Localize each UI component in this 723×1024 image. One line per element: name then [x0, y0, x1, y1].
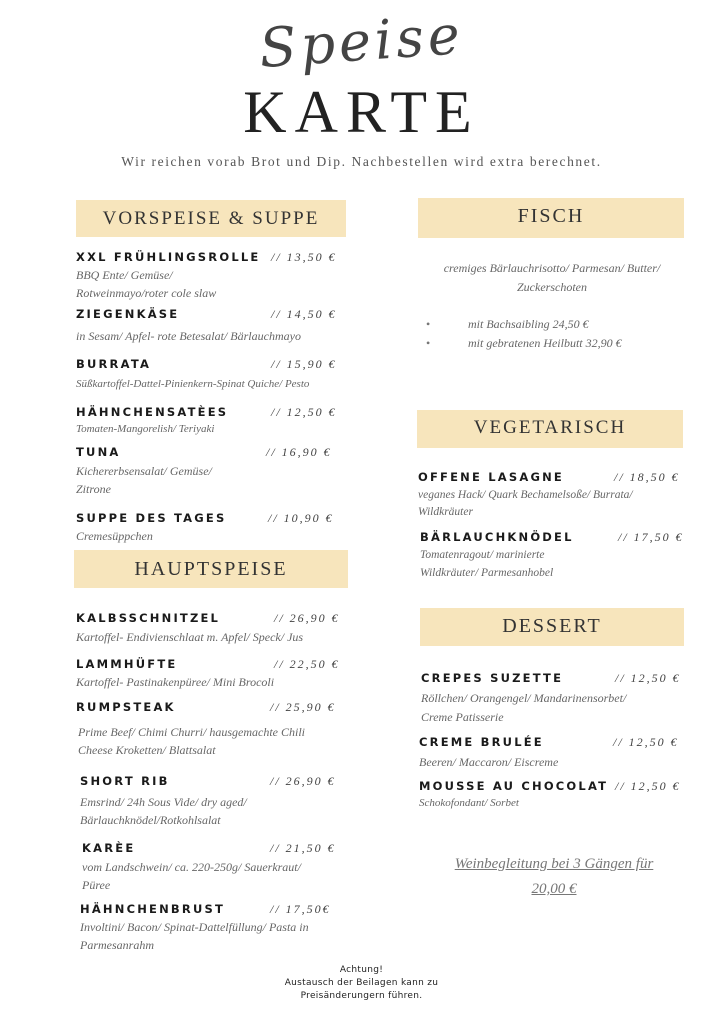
note-line: Achtung! [339, 965, 384, 975]
wine-pairing [430, 852, 678, 902]
item-desc: Püree [82, 878, 111, 892]
script-title: Speise [257, 2, 466, 81]
item-name: SHORT RIB [80, 774, 170, 788]
item-price: // 21,50 € [270, 841, 336, 855]
item-name: OFFENE LASAGNE [418, 470, 564, 484]
item-name: HÄHNCHENSATÈES [76, 405, 229, 419]
item-price: // 12,50 € [615, 671, 681, 685]
item-desc: Bärlauchknödel/Rotkohlsalat [80, 813, 221, 827]
item-name: MOUSSE AU CHOCOLAT [419, 779, 609, 793]
item-desc: Beeren/ Maccaron/ Eiscreme [419, 755, 559, 769]
section-title: VORSPEISE & SUPPE [102, 208, 320, 229]
item-name: CREME BRULÉE [419, 735, 544, 749]
item-price: // 10,90 € [268, 511, 334, 525]
item-name: ZIEGENKÄSE [76, 307, 180, 321]
desc-line: Zuckerschoten [517, 280, 587, 294]
item-desc: Schokofondant/ Sorbet [419, 797, 519, 809]
item-price: // 16,90 € [266, 445, 332, 459]
item-name: KALBSSCHNITZEL [76, 611, 221, 625]
item-name: XXL FRÜHLINGSROLLE [76, 250, 261, 264]
item-price: // 25,90 € [270, 700, 336, 714]
section-title: HAUPTSPEISE [134, 558, 288, 580]
fisch-description [418, 259, 686, 297]
item-price: // 22,50 € [274, 657, 340, 671]
item-name: BURRATA [76, 357, 152, 371]
section-banner-vorspeise [76, 200, 346, 237]
item-name: SUPPE DES TAGES [76, 511, 227, 525]
item-desc: Cremesüppchen [76, 529, 153, 543]
footer-note [0, 964, 723, 1003]
item-price: // 12,50 € [271, 405, 337, 419]
desc-line: cremiges Bärlauchrisotto/ Parmesan/ Butter/ [443, 261, 661, 275]
item-price: // 12,50 € [613, 735, 679, 749]
item-price: // 17,50€ [270, 902, 331, 916]
item-desc: BBQ Ente/ Gemüse/ [76, 268, 173, 282]
item-name: TUNA [76, 445, 121, 459]
item-price: // 26,90 € [274, 611, 340, 625]
item-desc: Cheese Kroketten/ Blattsalat [78, 743, 216, 757]
item-desc: in Sesam/ Apfel- rote Betesalat/ Bärlauchmayo [76, 329, 301, 343]
item-price: // 12,50 € [615, 779, 681, 793]
list-item: • mit Bachsaibling 24,50 € [420, 317, 680, 336]
item-price: // 15,90 € [271, 357, 337, 371]
item-desc: Emsrind/ 24h Sous Vide/ dry aged/ [80, 795, 247, 809]
item-name: HÄHNCHENBRUST [80, 902, 226, 916]
item-desc: Involtini/ Bacon/ Spinat-Dattelfüllung/ Pasta in [80, 920, 309, 934]
item-desc: vom Landschwein/ ca. 220-250g/ Sauerkraut/ [82, 860, 301, 874]
item-desc: Wildkräuter/ Parmesanhobel [420, 567, 554, 579]
list-item: • mit gebratenen Heilbutt 32,90 € [420, 336, 680, 355]
intro-text: Wir reichen vorab Brot und Dip. Nachbestellen wird extra berechnet. [121, 154, 602, 169]
section-banner-fisch [418, 198, 684, 238]
item-price: // 13,50 € [271, 250, 337, 264]
item-desc: Tomaten-Mangorelish/ Teriyaki [76, 423, 215, 435]
section-banner-dessert [420, 608, 684, 646]
item-desc: Tomatenragout/ marinierte [420, 549, 545, 561]
section-banner-vegetarisch [417, 410, 683, 448]
item-price: // 17,50 € [618, 530, 684, 544]
main-title: KARTE [243, 79, 480, 145]
wine-price: 20,00 € [531, 881, 577, 897]
item-name: LAMMHÜFTE [76, 657, 178, 671]
item-desc: Creme Patisserie [421, 710, 504, 724]
wine-line: Weinbegleitung bei 3 Gängen für [454, 856, 654, 872]
item-desc: veganes Hack/ Quark Bechamelsoße/ Burrata/ [418, 489, 633, 501]
section-title: FISCH [517, 205, 585, 227]
fisch-options [420, 317, 680, 355]
item-desc: Zitrone [76, 482, 111, 496]
item-desc: Kichererbsensalat/ Gemüse/ [76, 464, 212, 478]
item-price: // 18,50 € [614, 470, 680, 484]
item-desc: Röllchen/ Orangengel/ Mandarinensorbet/ [421, 691, 627, 705]
item-desc: Parmesanrahm [80, 938, 154, 952]
item-desc: Prime Beef/ Chimi Churri/ hausgemachte Chili [78, 725, 305, 739]
item-name: CREPES SUZETTE [421, 671, 564, 685]
item-desc: Kartoffel- Endivienschlaat m. Apfel/ Speck/ Jus [76, 630, 304, 644]
item-name: KARÈE [82, 841, 136, 855]
item-desc: Süßkartoffel-Dattel-Pinienkern-Spinat Quiche/ Pesto [76, 378, 310, 390]
item-desc: Wildkräuter [418, 506, 473, 518]
section-banner-hauptspeise [74, 550, 348, 588]
item-desc: Kartoffel- Pastinakenpüree/ Mini Brocoli [76, 675, 275, 689]
item-price: // 26,90 € [270, 774, 336, 788]
section-title: VEGETARISCH [473, 417, 627, 438]
item-name: BÄRLAUCHKNÖDEL [420, 530, 574, 544]
item-name: RUMPSTEAK [76, 700, 176, 714]
section-title: DESSERT [502, 615, 602, 637]
note-line: Preisänderungern führen. [300, 991, 423, 1001]
item-desc: Rotweinmayo/roter cole slaw [76, 286, 217, 300]
item-price: // 14,50 € [271, 307, 337, 321]
note-line: Austausch der Beilagen kann zu [284, 978, 439, 988]
